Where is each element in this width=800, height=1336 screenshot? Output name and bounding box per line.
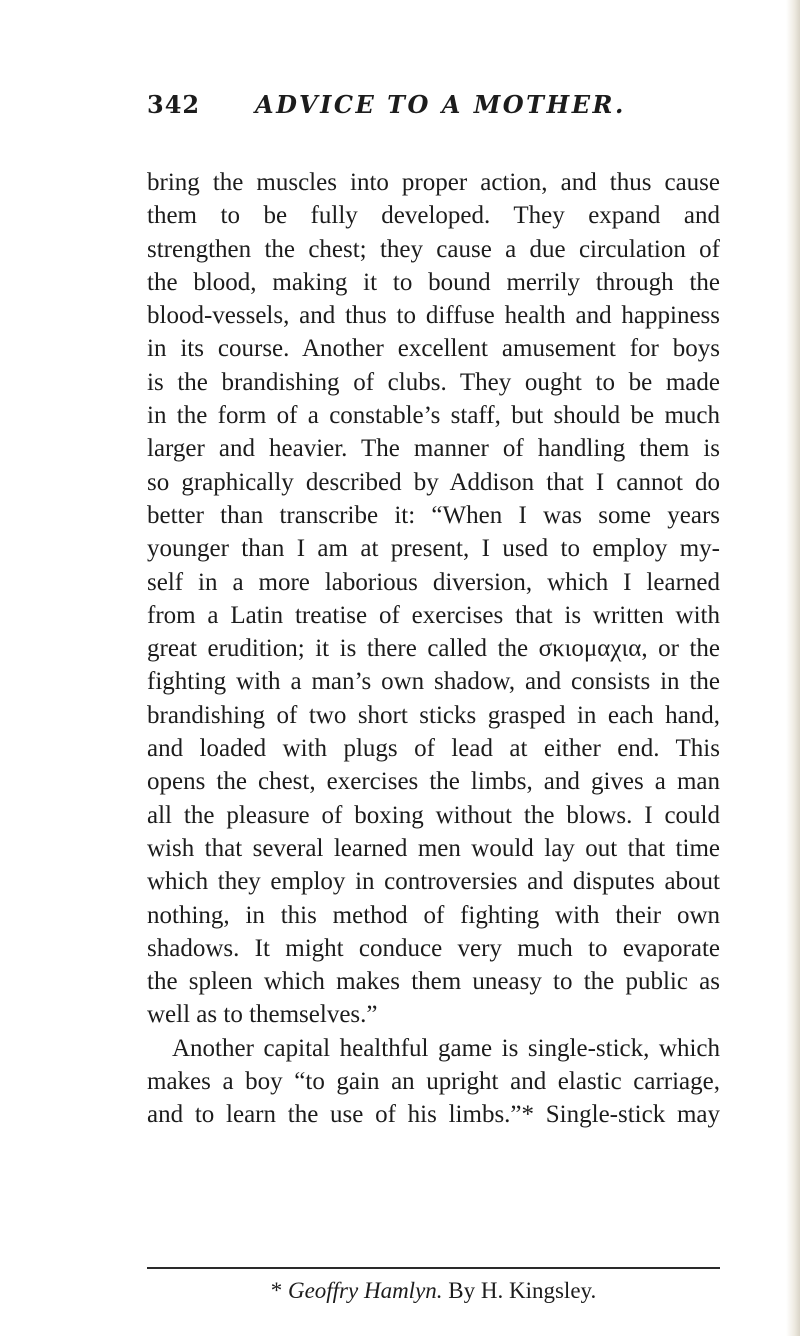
page-number: 342 — [147, 90, 201, 119]
footnote-title: Geoffry Hamlyn. — [287, 1278, 443, 1303]
text-line: strengthen the chest; they cause a due circulation of — [147, 235, 720, 263]
text-line: opens the chest, exercises the limbs, and gives a man — [147, 768, 720, 796]
page-header — [147, 88, 727, 128]
footnote — [147, 1276, 720, 1306]
text-line: in its course. Another excellent amusement for boys — [147, 335, 720, 363]
text-line: makes a boy “to gain an upright and elastic carriage, — [147, 1068, 720, 1096]
footnote-divider — [147, 1267, 720, 1269]
text-line: in the form of a constable’s staff, but should be much — [147, 402, 720, 430]
text-line: bring the muscles into proper action, and thus cause — [147, 169, 720, 196]
text-line: blood-vessels, and thus to diffuse health and happiness — [147, 302, 720, 330]
text-line: the blood, making it to bound merrily through the — [147, 268, 720, 296]
text-line: nothing, in this method of fighting with their own — [147, 901, 720, 929]
text-line: from a Latin treatise of exercises that is written with — [147, 601, 720, 629]
text-line: so graphically described by Addison that I cannot do — [147, 468, 720, 496]
text-line: the spleen which makes them uneasy to the public as — [147, 968, 720, 996]
text-line: which they employ in controversies and disputes about — [147, 868, 720, 896]
text-line: great erudition; it is there called the σκιομαχια, or the — [147, 635, 720, 663]
running-title: ADVICE TO A MOTHER. — [255, 90, 626, 119]
text-line: and loaded with plugs of lead at either end. This — [147, 735, 720, 763]
text-line: and to learn the use of his limbs.”* Single-stick may — [147, 1101, 720, 1129]
text-line: them to be fully developed. They expand and — [147, 202, 720, 230]
paragraph-start-line: Another capital healthful game is single-stick, which — [172, 1034, 720, 1062]
text-line: wish that several learned men would lay out that time — [147, 834, 720, 862]
text-line: shadows. It might conduce very much to evaporate — [147, 934, 720, 962]
text-line: brandishing of two short sticks grasped in each hand, — [147, 701, 720, 729]
text-line: larger and heavier. The manner of handling them is — [147, 435, 720, 463]
text-line: younger than I am at present, I used to employ my- — [147, 535, 720, 563]
text-line: self in a more laborious diversion, which I learned — [147, 568, 720, 596]
text-line: better than transcribe it: “When I was some years — [147, 501, 720, 529]
body-text — [147, 166, 720, 1132]
text-line: all the pleasure of boxing without the blows. I could — [147, 801, 720, 829]
paragraph-end-line: well as to themselves.” — [147, 1001, 378, 1029]
footnote-author: By H. Kingsley. — [448, 1278, 597, 1303]
page-edge-shadow — [786, 0, 800, 1336]
footnote-marker: * — [270, 1278, 283, 1303]
text-line: fighting with a man’s own shadow, and consists in the — [147, 668, 720, 696]
text-line: is the brandishing of clubs. They ought to be made — [147, 368, 720, 396]
